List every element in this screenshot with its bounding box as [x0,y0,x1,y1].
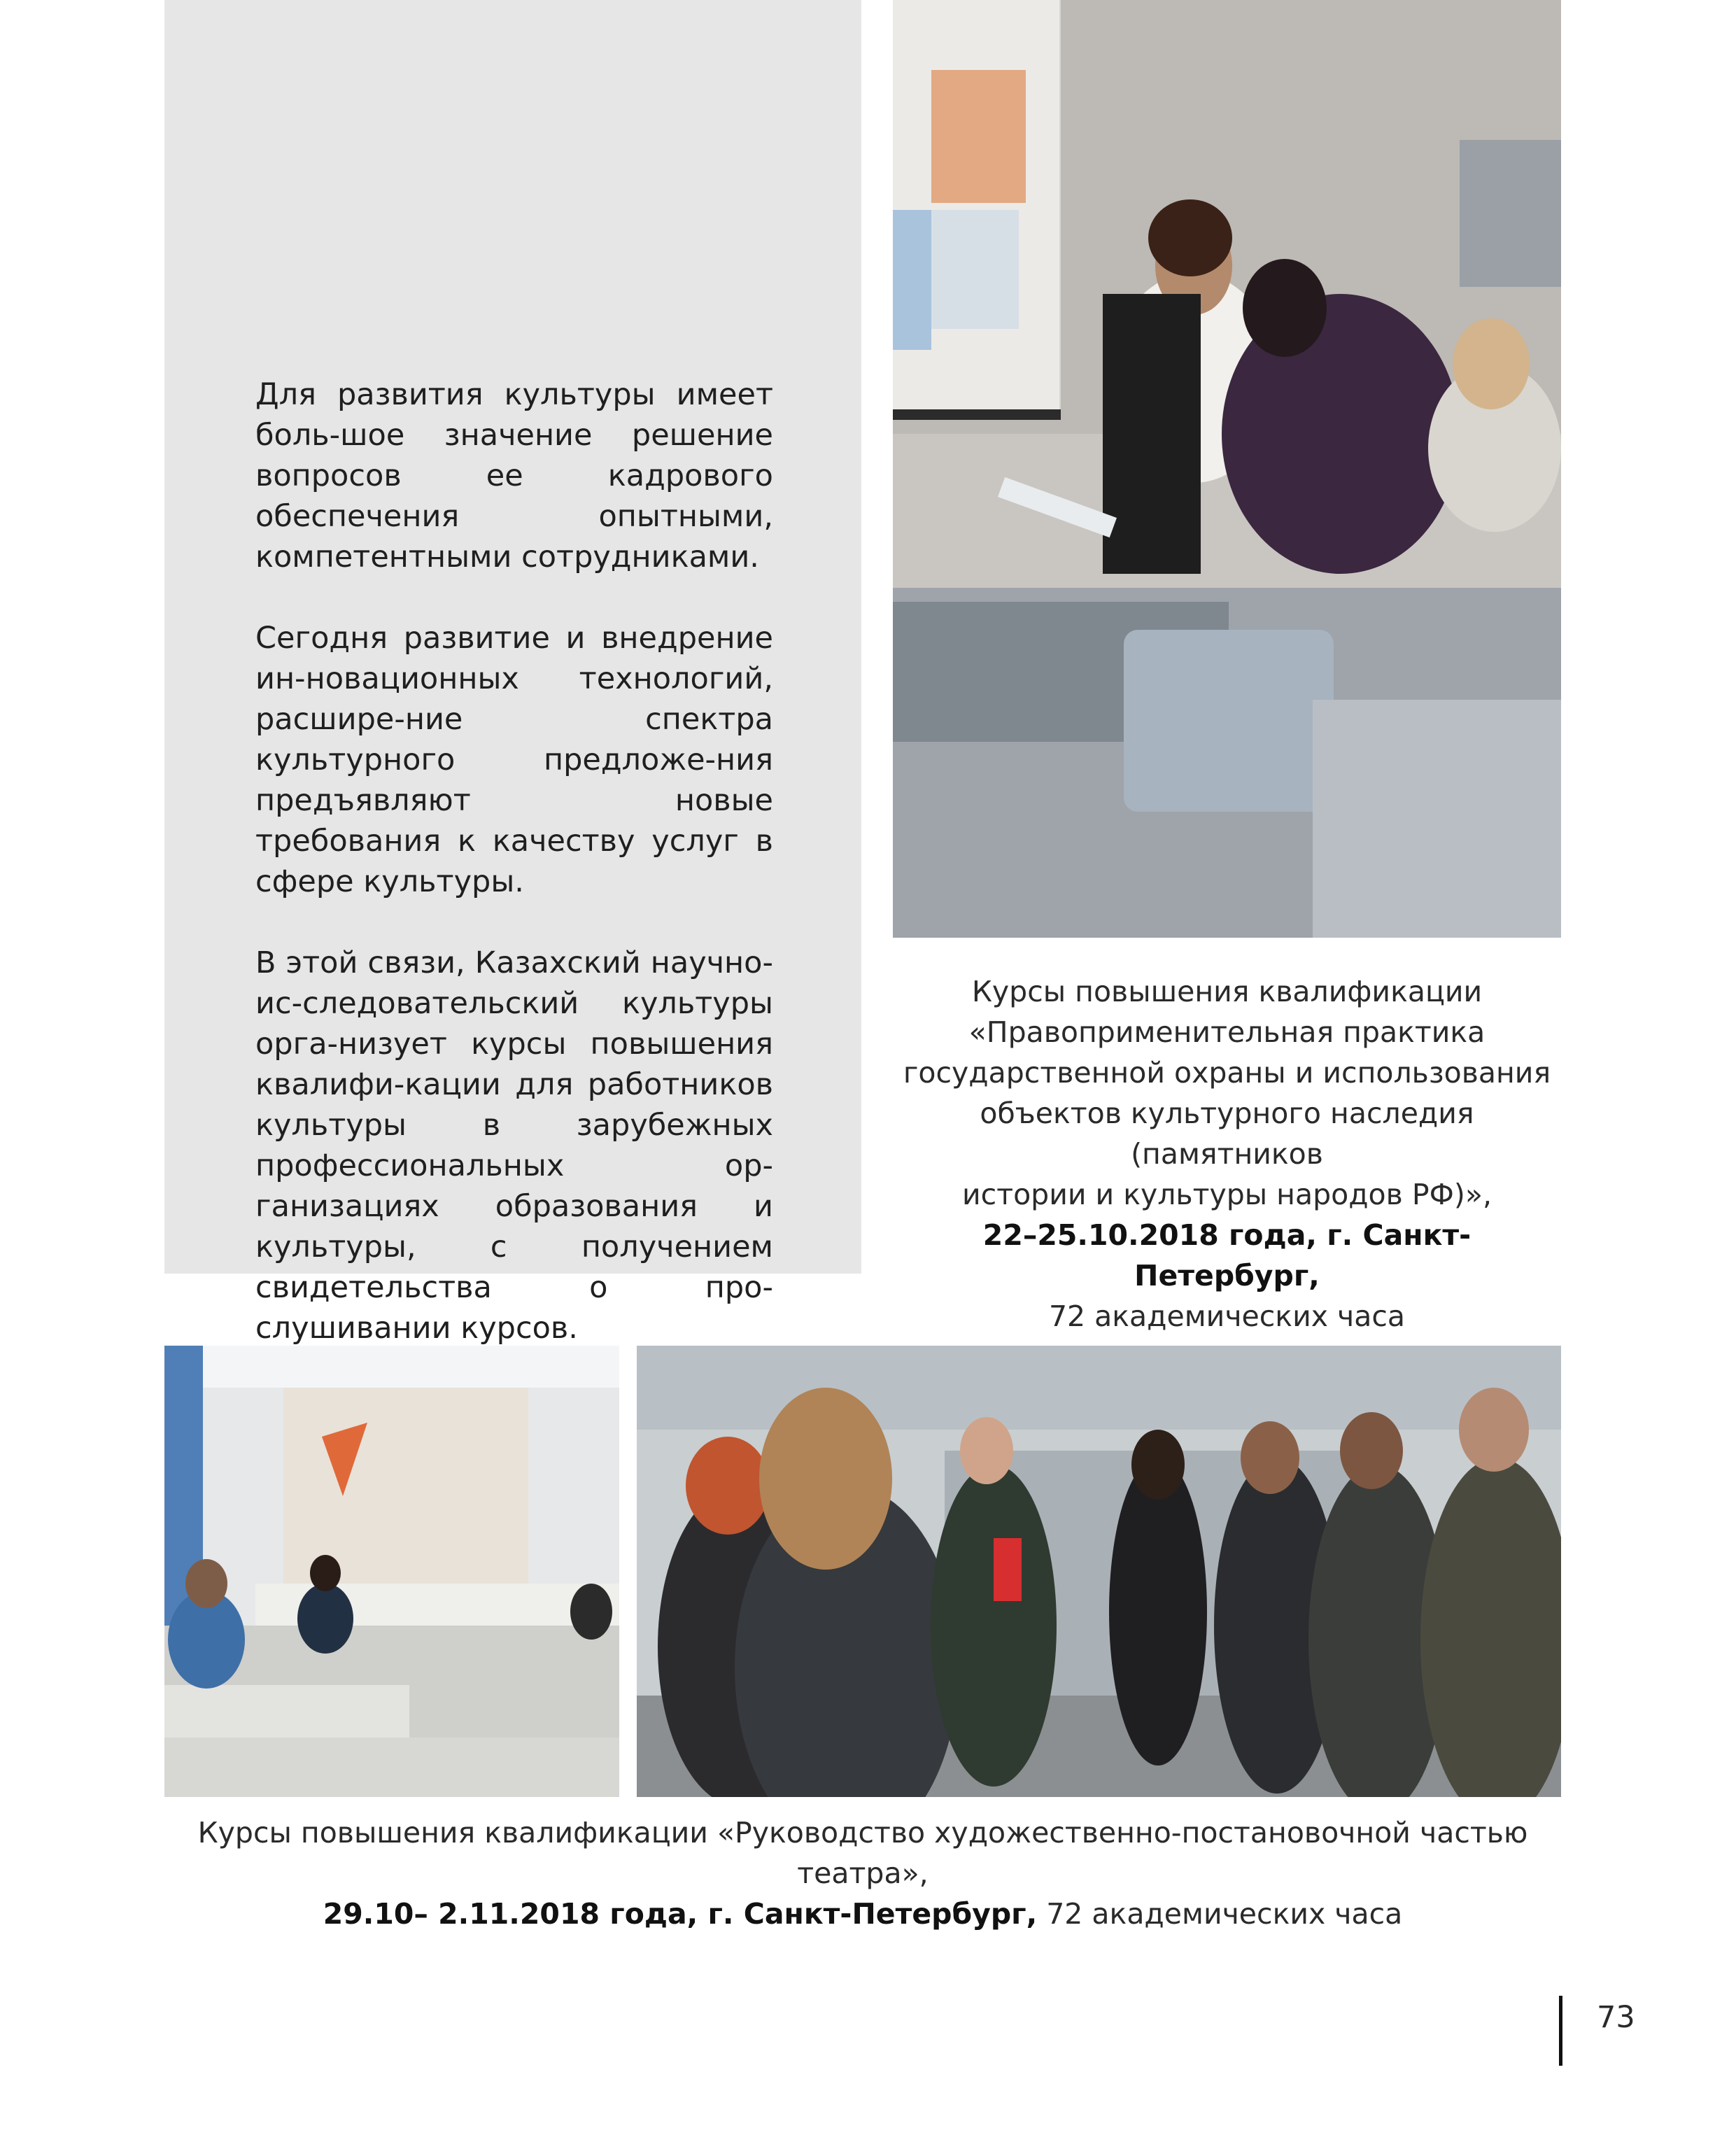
caption-top-line-1: Курсы повышения квалификации [971,975,1483,1008]
body-text [255,374,773,1389]
photo-students-classroom [164,1346,619,1797]
photo-group-excursion [637,1346,1561,1797]
paragraph-2: Сегодня развитие и внедрение ин-новационных технологий, расшире-ние спектра культурного предложе-ния предъявляют новые требования к качеству услуг в сфере культуры. [255,621,773,899]
caption-bottom [164,1812,1561,1934]
page-number-rule [1559,1996,1562,2066]
paragraph-1: Для развития культуры имеет боль-шое значение решение вопросов ее кадрового обеспечения опытными, компетентными сотрудниками. [255,377,773,575]
page-number: 73 [1597,2000,1635,2035]
caption-bottom-line-2 [164,1894,1561,1934]
caption-bottom-date-place: 29.10– 2.11.2018 года, г. Санкт-Петербург, [323,1897,1038,1931]
photo-seminar-classroom [893,0,1561,938]
caption-top-hours: 72 академических часа [1048,1299,1406,1333]
caption-bottom-line-1: Курсы повышения квалификации «Руководство художественно-постановочной частью театра», [197,1816,1528,1890]
paragraph-3: В этой связи, Казахский научно-ис-следовательский культуры орга-низует курсы повышения квалифи-кации для работников культуры в зарубежных профессиональных ор-ганизациях образования и культуры, с получением свидетельства о про-слушивании курсов. [255,945,773,1346]
caption-bottom-hours: 72 академических часа [1037,1897,1403,1931]
caption-top-line-2: «Правоприменительная практика [968,1015,1486,1049]
caption-top-date-place: 22–25.10.2018 года, г. Санкт-Петербург, [982,1218,1472,1292]
caption-top-line-3: государственной охраны и использования [903,1056,1551,1090]
caption-top [893,971,1561,1337]
caption-top-line-4: объектов культурного наследия (памятников [980,1097,1474,1171]
caption-top-line-5: истории и культуры народов РФ)», [962,1178,1492,1211]
